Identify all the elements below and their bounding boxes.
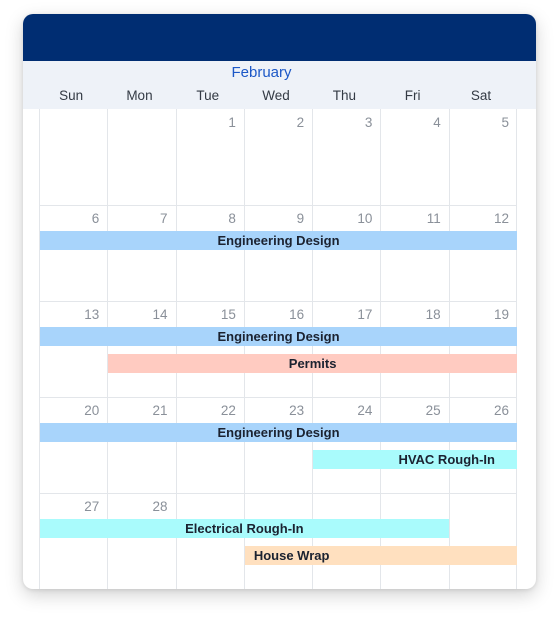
weekday-wed: Wed [262,88,290,103]
day-cell[interactable] [107,109,175,205]
day-cell[interactable] [449,109,517,205]
day-cell[interactable] [107,205,175,301]
day-number: 6 [91,211,100,226]
day-number: 14 [152,307,168,322]
event-bar[interactable]: HVAC Rough-In [313,450,517,469]
day-cell[interactable] [380,493,448,589]
day-number: 18 [425,307,441,322]
day-number: 20 [84,403,100,418]
day-cell[interactable] [176,493,244,589]
day-cell[interactable] [176,205,244,301]
day-cell[interactable] [244,109,312,205]
day-cell[interactable] [39,301,107,397]
weekday-thu: Thu [332,88,356,103]
weekday-mon: Mon [126,88,153,103]
day-number: 3 [364,115,373,130]
day-cell[interactable] [176,397,244,493]
day-number: 5 [501,115,509,130]
day-number: 7 [160,211,168,226]
event-bar[interactable]: Engineering Design [40,423,517,442]
day-cell[interactable] [244,493,312,589]
day-number: 2 [296,115,305,130]
weekday-fri: Fri [404,88,421,103]
day-number: 15 [220,307,236,322]
day-number: 19 [493,307,509,322]
day-cell[interactable] [244,301,312,397]
day-cell[interactable] [312,493,380,589]
day-number: 21 [152,403,168,418]
day-cell[interactable] [39,205,107,301]
event-bar[interactable]: Electrical Rough-In [40,519,449,538]
day-number: 1 [228,115,236,130]
day-cell[interactable] [449,301,517,397]
day-number: 22 [220,403,236,418]
day-cell[interactable] [176,301,244,397]
day-number: 9 [296,211,305,226]
day-cell[interactable] [449,397,517,493]
day-number: 26 [493,403,509,418]
day-number: 28 [152,499,168,514]
day-cell[interactable] [380,301,448,397]
day-cell[interactable] [244,397,312,493]
day-cell[interactable] [244,205,312,301]
calendar-card [23,14,536,589]
day-number: 12 [493,211,509,226]
event-bar[interactable]: Permits [108,354,517,373]
day-number: 17 [357,307,373,322]
day-number: 4 [433,115,441,130]
day-cell[interactable] [176,109,244,205]
weekday-sun: Sun [59,88,84,103]
day-cell[interactable] [312,301,380,397]
day-cell[interactable] [39,493,107,589]
month-title[interactable]: February [231,64,292,81]
weekday-tue: Tue [196,88,220,103]
day-cell[interactable] [380,205,448,301]
event-bar[interactable]: Engineering Design [40,231,517,250]
weekday-sat: Sat [470,88,492,103]
event-bar[interactable]: House Wrap [245,546,517,565]
day-cell[interactable] [39,109,107,205]
day-cell[interactable] [449,205,517,301]
day-cell[interactable] [312,397,380,493]
day-cell[interactable] [380,109,448,205]
day-number: 16 [289,307,305,322]
day-number: 10 [357,211,373,226]
day-cell[interactable] [39,397,107,493]
calendar-header [23,61,536,109]
day-cell[interactable] [107,397,175,493]
day-cell[interactable] [312,109,380,205]
day-cell[interactable] [107,493,175,589]
day-number: 25 [425,403,441,418]
event-bar[interactable]: Engineering Design [40,327,517,346]
day-cell[interactable] [107,301,175,397]
day-number: 27 [84,499,100,514]
calendar-top-bar [23,14,536,61]
day-number: 8 [228,211,236,226]
day-number: 23 [289,403,305,418]
day-cell[interactable] [449,493,517,589]
day-number: 13 [84,307,100,322]
day-cell[interactable] [312,205,380,301]
day-number: 24 [357,403,373,418]
month-grid [39,109,517,589]
day-cell[interactable] [380,397,448,493]
day-number: 11 [426,211,441,226]
